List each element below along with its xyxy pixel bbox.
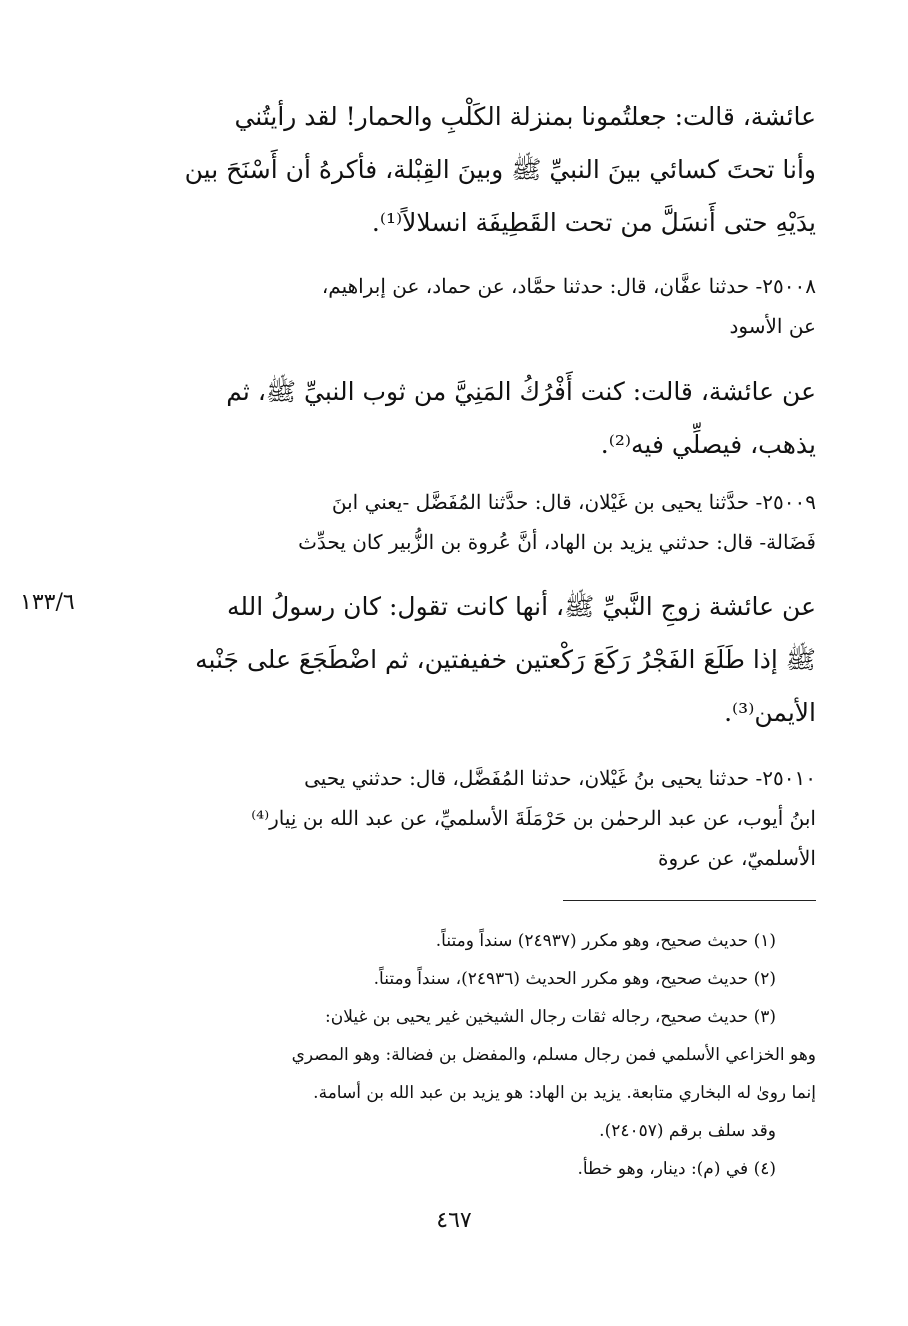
text-line: ٢٥٠١٠- حدثنا يحيى بنُ غَيْلان، حدثنا المُفَضَّل، قال: حدثني يحيى	[304, 766, 816, 790]
footnote-separator	[563, 900, 816, 901]
footnote-3-line: (٣) حديث صحيح، رجاله ثقات رجال الشيخين غير يحيى بن غيلان:	[325, 1007, 776, 1027]
text-line: عائشة، قالت: جعلتُمونا بمنزلة الكَلْبِ والحمار! لقد رأيتُني	[234, 102, 816, 131]
hadith-text-3	[100, 580, 816, 739]
footnote-1: (١) حديث صحيح، وهو مكرر (٢٤٩٣٧) سنداً ومتناً.	[435, 931, 776, 951]
footnote-3-line: وهو الخزاعي الأسلمي فمن رجال مسلم، والمفضل بن فضالة: وهو المصري	[291, 1045, 816, 1065]
text-line: عن عائشة زوجِ النَّبيِّ ﷺ، أنها كانت تقول: كان رسولُ الله	[226, 592, 816, 621]
text-line: فَضَالة- قال: حدثني يزيد بن الهاد، أنَّ عُروة بن الزُّبير كان يحدِّث	[298, 530, 816, 554]
footnote-3-line: إنما روىٰ له البخاري متابعة. يزيد بن الهاد: هو يزيد بن عبد الله بن أسامة.	[313, 1083, 816, 1103]
text-line: عن عائشة، قالت: كنت أَفْرُكُ المَنِيَّ من ثوب النبيِّ ﷺ، ثم	[226, 377, 816, 406]
text-line: عن الأسود	[729, 314, 816, 338]
text-line: ٢٥٠٠٩- حدَّثنا يحيى بن غَيْلان، قال: حدَّثنا المُفَضَّل -يعني ابنَ	[331, 490, 816, 514]
isnad-25009	[100, 482, 816, 562]
isnad-25008	[100, 266, 816, 346]
text-line: وأنا تحتَ كسائي بينَ النبيِّ ﷺ وبينَ القِبْلة، فأكرهُ أن أَسْنَحَ بين	[184, 155, 816, 184]
footnote-3-line: وقد سلف برقم (٢٤٠٥٧).	[599, 1121, 776, 1141]
footnotes	[100, 922, 816, 1188]
text-line: يدَيْهِ حتى أَنسَلَّ من تحت القَطِيفَة انسلالاً⁽¹⁾.	[371, 208, 816, 237]
footnote-4: (٤) في (م): دينار، وهو خطأ.	[577, 1159, 776, 1179]
text-line: الأيمن⁽³⁾.	[724, 698, 816, 727]
page-number: ٤٦٧	[436, 1208, 472, 1233]
isnad-25010	[100, 758, 816, 878]
hadith-text-2	[100, 365, 816, 471]
hadith-text-1	[100, 90, 816, 249]
text-line: ﷺ إذا طَلَعَ الفَجْرُ رَكَعَ رَكْعتين خفيفتين، ثم اضْطَجَعَ على جَنْبه	[195, 645, 816, 674]
text-line: يذهب، فيصلِّي فيه⁽²⁾.	[600, 430, 816, 459]
footnote-2: (٢) حديث صحيح، وهو مكرر الحديث (٢٤٩٣٦)، سنداً ومتناً.	[373, 969, 776, 989]
text-line: الأسلميّ، عن عروة	[657, 846, 816, 870]
text-line: ٢٥٠٠٨- حدثنا عفَّان، قال: حدثنا حمَّاد، عن حماد، عن إبراهيم،	[321, 274, 816, 298]
text-line: ابنُ أيوب، عن عبد الرحمٰن بن حَرْمَلَةَ الأسلميِّ، عن عبد الله بن نِيار⁽⁴⁾	[251, 806, 816, 830]
margin-volume-page-reference: ١٣٣/٦	[20, 590, 75, 615]
